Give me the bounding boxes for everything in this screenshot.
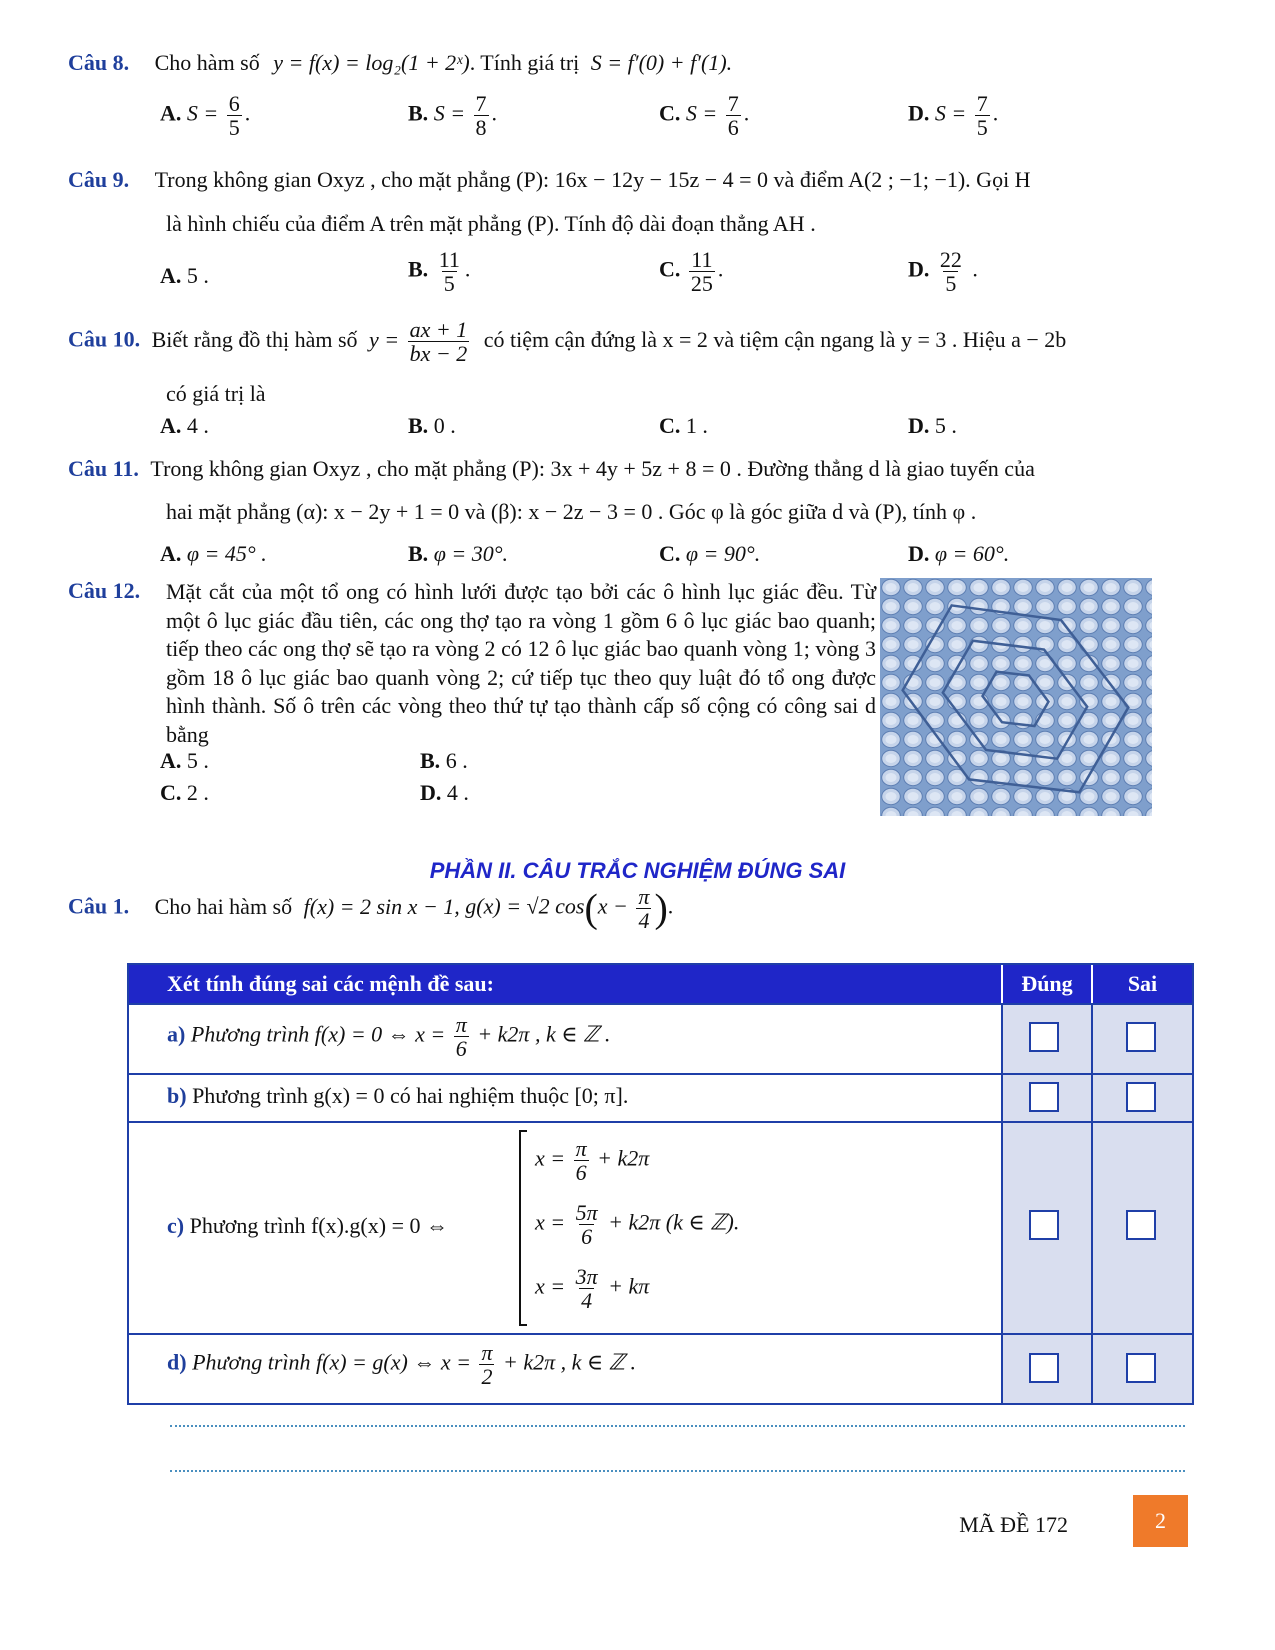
q8-text2: . Tính giá trị xyxy=(469,50,580,75)
q12-text: Mặt cắt của một tổ ong có hình lưới được tạo bởi các ô hình lục giác đều. Từ một ô lục giác đầu tiên, các ong thợ tạo ra vòng 1 gồm 6 ô lục giác bao quanh; tiếp theo các ong thợ sẽ tạo ra vòng 2 có 12 ô lục giác bao quanh vòng 1; vòng 3 gồm 18 ô lục giác bao quanh vòng 2; cứ tiếp tục theo quy luật đó tổ ong được hình thành. Số ô trên các vòng theo thứ tự tạo thành cấp số cộng có công sai d bằng xyxy=(166,579,876,747)
q9-label: Câu 9. xyxy=(68,167,130,192)
q10-option-a[interactable]: A. 4 . xyxy=(160,413,209,438)
q10-option-b[interactable]: B. 0 . xyxy=(408,413,456,438)
q11-option-a[interactable]: A. φ = 45° . xyxy=(160,541,267,566)
section-2-title: PHẦN II. CÂU TRẮC NGHIỆM ĐÚNG SAI xyxy=(429,858,846,883)
q10-option-c[interactable]: C. 1 . xyxy=(659,413,708,438)
q11-option-b[interactable]: B. φ = 30°. xyxy=(408,541,509,566)
case-2: x = $\frac{5\pi}{6}$ + k2π (k ∈ ℤ). xyxy=(535,1200,740,1250)
answer-line-1 xyxy=(170,1425,1185,1427)
q10-fraction: $\frac{ax + 1}{bx - 2}$ xyxy=(409,317,468,367)
q11-option-d[interactable]: D. φ = 60°. xyxy=(908,541,1010,566)
table-row-b: b) Phương trình g(x) = 0 có hai nghiệm thuộc [0; π]. xyxy=(167,1083,629,1108)
true-false-table xyxy=(127,963,1194,1405)
q8-option-a[interactable]: A. S = $\frac{6}{5}$ . xyxy=(160,91,251,141)
q11-label: Câu 11. xyxy=(68,456,139,481)
table-header-true: Đúng xyxy=(1003,965,1093,1003)
q8-line xyxy=(68,50,732,76)
q12-option-a[interactable]: A. 5 . xyxy=(160,748,209,773)
q8-option-d[interactable]: D. S = $\frac{7}{5}$ . xyxy=(908,91,999,141)
q9-option-c[interactable]: C. $\frac{11}{25}$ . xyxy=(659,247,724,297)
q9-option-a[interactable]: A. 5 . xyxy=(160,263,209,288)
q9-line1: Câu 9. Trong không gian Oxyz , cho mặt phẳng (P): 16x − 12y − 15z − 4 = 0 và điểm A(2 ; −1; −1). Gọi H xyxy=(68,167,1031,192)
honeycomb-image xyxy=(880,578,1152,816)
q8-option-c[interactable]: C. S = $\frac{7}{6}$ . xyxy=(659,91,750,141)
q8-label: Câu 8. xyxy=(68,50,130,75)
row-a-false-checkbox[interactable] xyxy=(1126,1022,1156,1052)
row-d-false-checkbox[interactable] xyxy=(1126,1353,1156,1383)
row-b-true-checkbox[interactable] xyxy=(1029,1082,1059,1112)
answer-line-2 xyxy=(170,1470,1185,1472)
table-row-c: c) Phương trình f(x).g(x) = 0 ⇔ xyxy=(167,1213,448,1238)
row-c-false-checkbox[interactable] xyxy=(1126,1210,1156,1240)
q9-option-b[interactable]: B. $\frac{11}{5}$ . xyxy=(408,247,471,297)
q10-label: Câu 10. xyxy=(68,326,141,352)
table-header-false: Sai xyxy=(1093,965,1192,1003)
p2q1-label: Câu 1. xyxy=(68,893,130,919)
case-3: x = $\frac{3\pi}{4}$ + kπ xyxy=(535,1264,650,1314)
q9-option-d[interactable]: D. $\frac{22}{5}$ . xyxy=(908,247,978,297)
p2q1-line: Câu 1. Cho hai hàm số f(x) = 2 sin x − 1, g(x) = √2 cos(x − $\frac{\pi}{4}$ ). xyxy=(68,884,674,934)
case-1: x = $\frac{\pi}{6}$ + k2π xyxy=(535,1136,650,1186)
q10-line2: có giá trị là xyxy=(166,381,266,406)
q12-label: Câu 12. xyxy=(68,578,141,603)
q8-option-b[interactable]: B. S = $\frac{7}{8}$ . xyxy=(408,91,498,141)
q8-b-fraction: $\frac{7}{8}$ xyxy=(475,91,487,141)
q8-c-fraction: $\frac{7}{6}$ xyxy=(727,91,739,141)
table-row-d: d) Phương trình f(x) = g(x) ⇔ x = $\frac{\pi}{2}$ + k2π , k ∈ ℤ . xyxy=(167,1340,637,1390)
q10-option-d[interactable]: D. 5 . xyxy=(908,413,957,438)
q8-formula: y = f(x) = log₂(1 + 2ˣ) xyxy=(273,50,470,75)
q11-line2: hai mặt phẳng (α): x − 2y + 1 = 0 và (β): x − 2z − 3 = 0 . Góc φ là góc giữa d và (P), tính φ . xyxy=(166,499,977,524)
table-header-statement: Xét tính đúng sai các mệnh đề sau: xyxy=(129,965,1003,1003)
q9-line2: là hình chiếu của điểm A trên mặt phẳng (P). Tính độ dài đoạn thẳng AH . xyxy=(166,211,816,236)
row-b-false-checkbox[interactable] xyxy=(1126,1082,1156,1112)
q8-target: S = f′(0) + f′(1). xyxy=(590,50,733,75)
q11-option-c[interactable]: C. φ = 90°. xyxy=(659,541,761,566)
q8-d-fraction: $\frac{7}{5}$ xyxy=(976,91,988,141)
table-row-a: a) Phương trình f(x) = 0 ⇔ x = $\frac{\pi}{6}$ + k2π , k ∈ ℤ . xyxy=(167,1012,611,1062)
row-d-true-checkbox[interactable] xyxy=(1029,1353,1059,1383)
row-a-true-checkbox[interactable] xyxy=(1029,1022,1059,1052)
q11-line1: Câu 11. Trong không gian Oxyz , cho mặt phẳng (P): 3x + 4y + 5z + 8 = 0 . Đường thẳng d là giao tuyến của xyxy=(68,456,1035,481)
page-number: 2 xyxy=(1133,1495,1188,1547)
q12-option-b[interactable]: B. 6 . xyxy=(420,748,468,773)
exam-code: MÃ ĐỀ 172 xyxy=(959,1512,1068,1537)
q10-line1: Câu 10. Biết rằng đồ thị hàm số y = $\frac{ax + 1}{bx - 2}$ có tiệm cận đứng là x = 2 và tiệm cận ngang là y = 3 . Hiệu a − 2b xyxy=(68,317,1067,367)
q12-option-c[interactable]: C. 2 . xyxy=(160,780,209,805)
q8-text1: Cho hàm số xyxy=(154,50,260,75)
system-bracket xyxy=(519,1130,527,1326)
q12-option-d[interactable]: D. 4 . xyxy=(420,780,469,805)
q8-a-fraction: $\frac{6}{5}$ xyxy=(228,91,240,141)
row-c-true-checkbox[interactable] xyxy=(1029,1210,1059,1240)
